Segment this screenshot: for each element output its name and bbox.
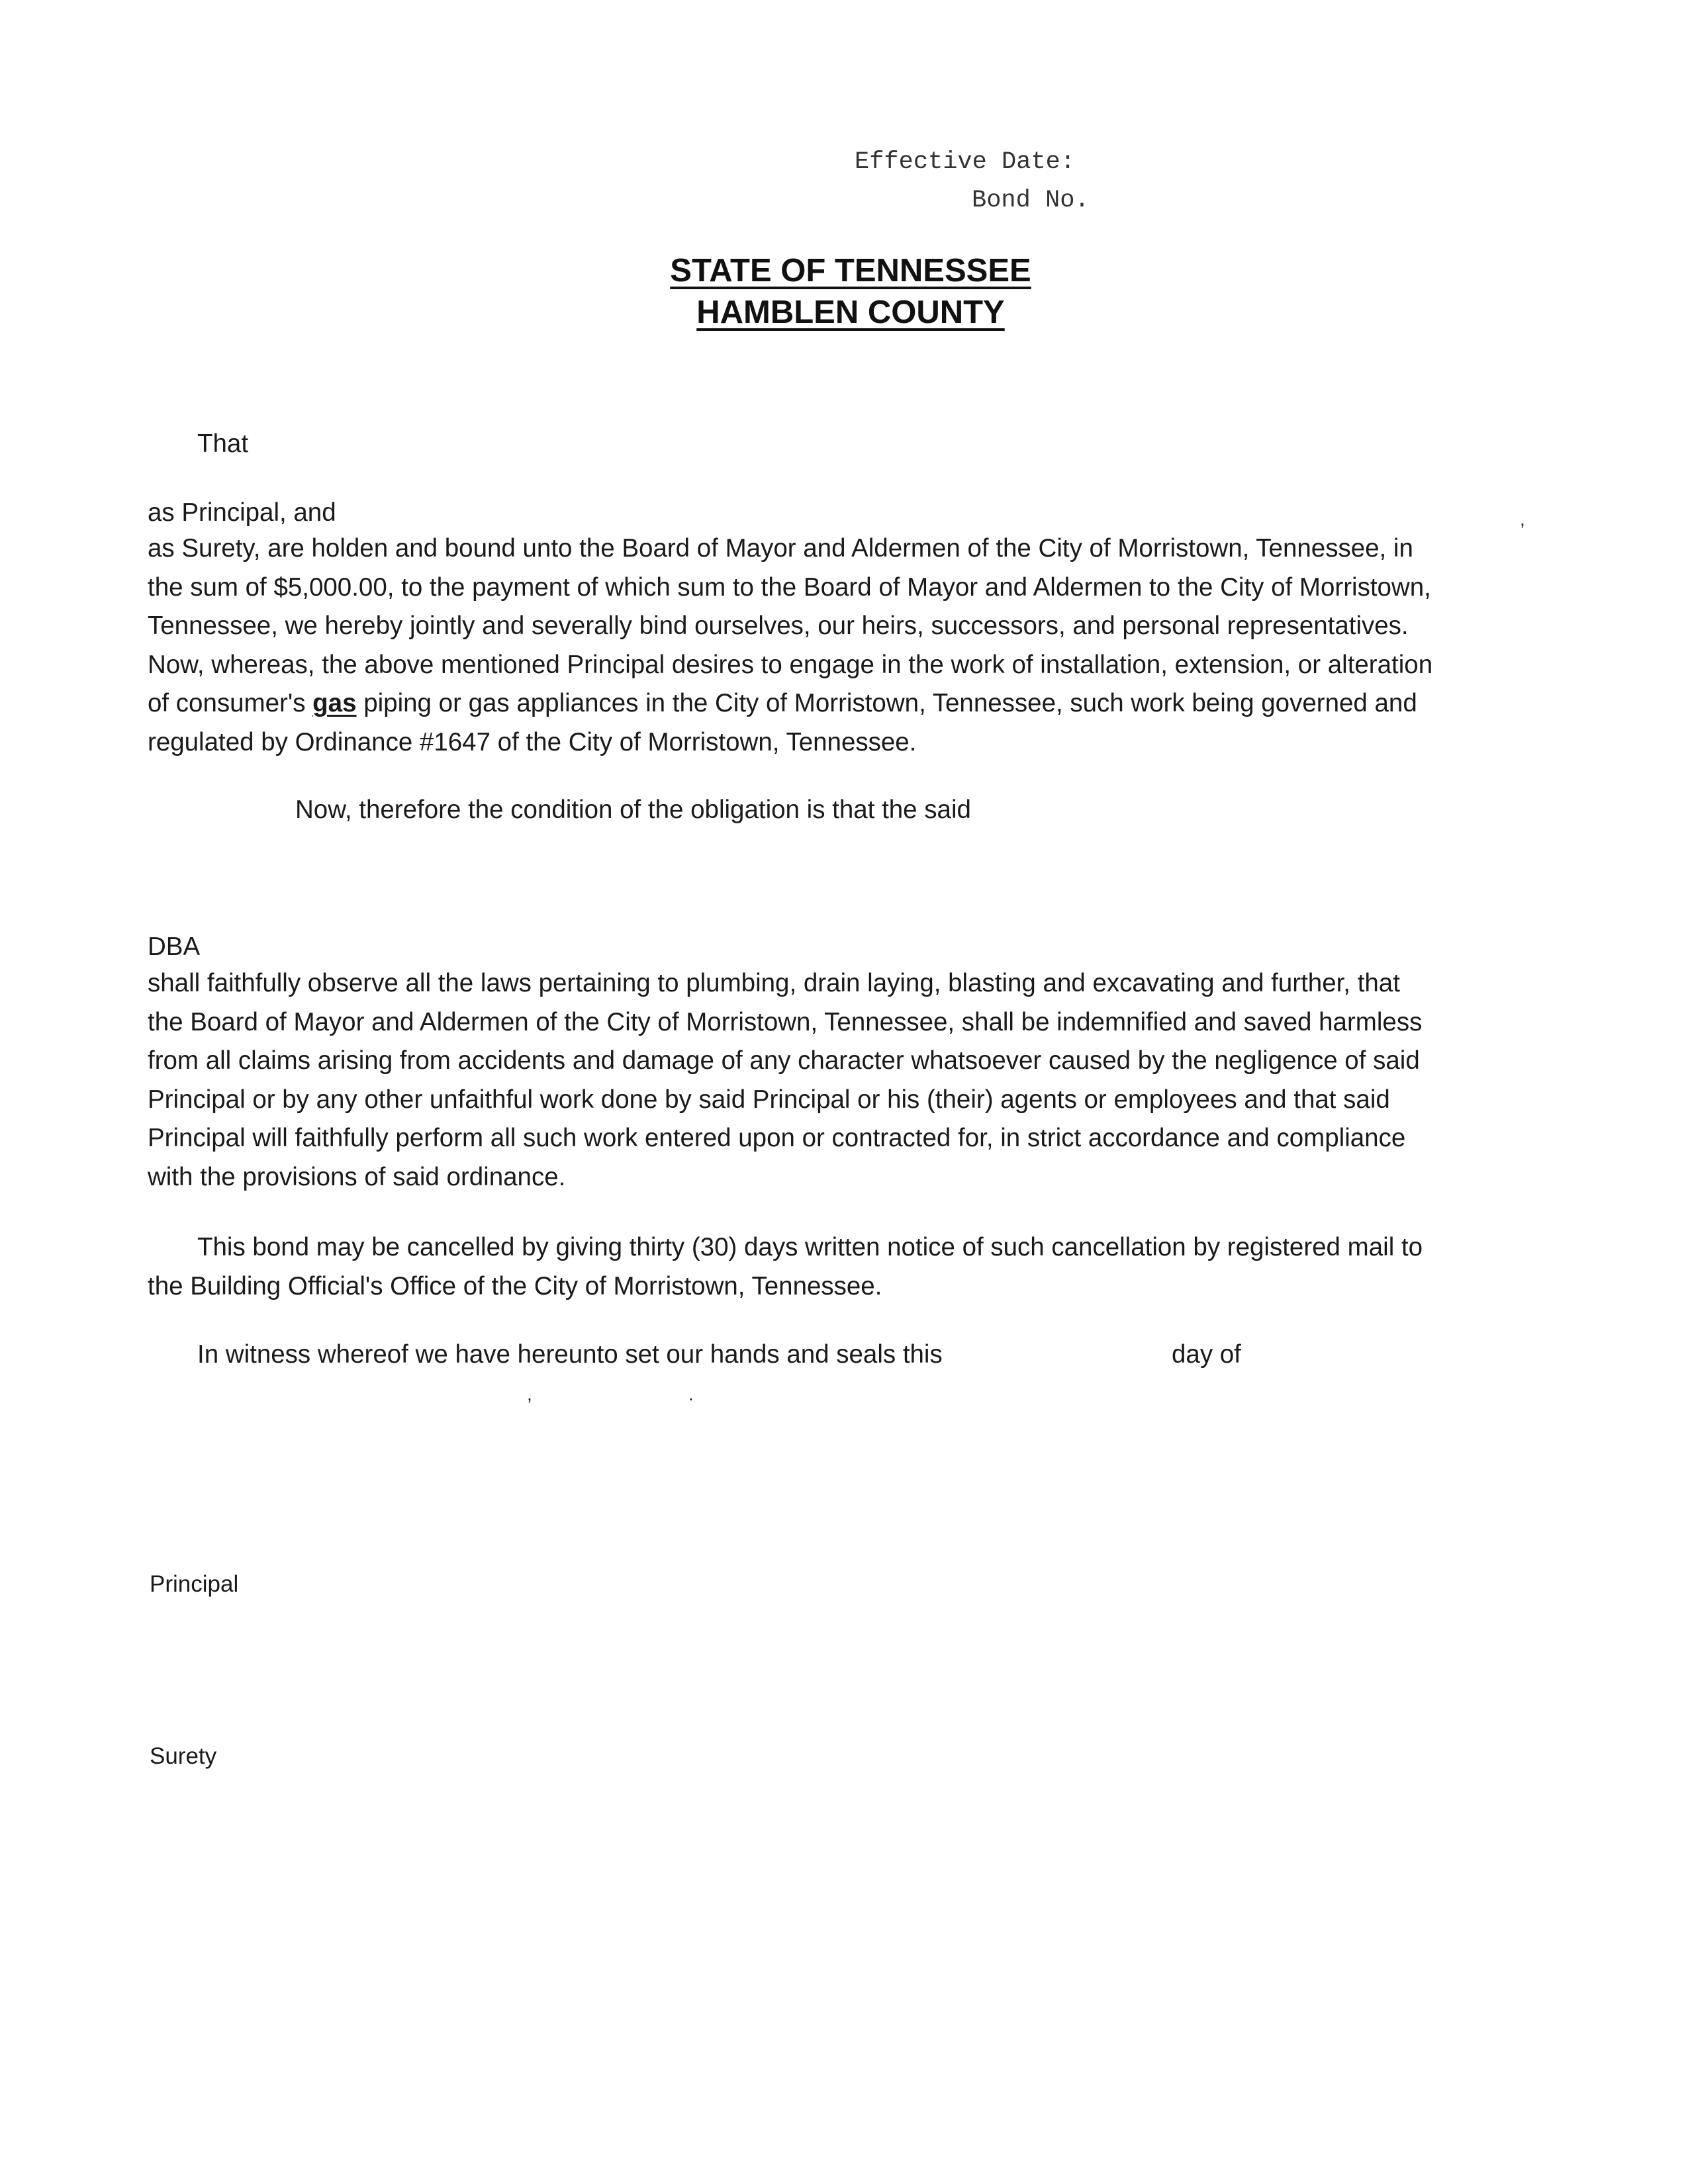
principal-signature-label: Principal — [150, 1571, 239, 1597]
surety-signature-label: Surety — [150, 1743, 217, 1769]
paragraph-line: as Surety, are holden and bound unto the Board of Mayor and Aldermen of the City of Morristown, Tennessee, in — [148, 534, 1413, 563]
conditions-paragraph — [148, 964, 1524, 1197]
surety-comma-mark: , — [1520, 509, 1525, 529]
paragraph-line: with the provisions of said ordinance. — [148, 1162, 566, 1191]
cancellation-paragraph — [148, 1228, 1524, 1306]
witness-statement: In witness whereof we have hereunto set our hands and seals this — [197, 1340, 943, 1369]
that-label: That — [197, 430, 249, 458]
as-principal-label: as Principal, and — [148, 498, 336, 527]
paragraph-line: regulated by Ordinance #1647 of the City of Morristown, Tennessee. — [148, 727, 917, 756]
bond-obligation-paragraph — [148, 529, 1524, 762]
effective-date-label: Effective Date: — [855, 148, 1076, 176]
condition-statement: Now, therefore the condition of the obligation is that the said — [295, 796, 971, 824]
paragraph-line: Principal or by any other unfaithful work done by said Principal or his (their) agents or employees and that said — [148, 1085, 1390, 1114]
paragraph-line: the Board of Mayor and Aldermen of the City of Morristown, Tennessee, shall be indemnified and saved harmless — [148, 1007, 1423, 1036]
date-comma-mark: , — [527, 1384, 532, 1404]
paragraph-line: shall faithfully observe all the laws pertaining to plumbing, drain laying, blasting and excavating and further, that — [148, 969, 1400, 997]
paragraph-line: This bond may be cancelled by giving thirty (30) days written notice of such cancellation by registered mail to — [197, 1233, 1423, 1261]
document-title-state: STATE OF TENNESSEE — [670, 253, 1031, 289]
paragraph-line: Principal will faithfully perform all such work entered upon or contracted for, in strict accordance and compliance — [148, 1124, 1406, 1152]
document-title-county: HAMBLEN COUNTY — [696, 295, 1005, 330]
paragraph-line: Tennessee, we hereby jointly and severally bind ourselves, our heirs, successors, and personal representatives. — [148, 612, 1409, 640]
paragraph-line: the Building Official's Office of the City of Morristown, Tennessee. — [148, 1271, 882, 1300]
paragraph-line: from all claims arising from accidents and damage of any character whatsoever caused by the negligence of said — [148, 1046, 1420, 1075]
paragraph-line-gas — [148, 684, 1524, 723]
gas-emphasis: gas — [312, 689, 357, 717]
paragraph-line: the sum of $5,000.00, to the payment of which sum to the Board of Mayor and Aldermen to the City of Morristown, — [148, 572, 1431, 602]
gas-line-suffix: piping or gas appliances in the City of Morristown, Tennessee, such work being governed and — [363, 689, 1417, 717]
bond-number-label: Bond No. — [972, 187, 1090, 214]
gas-line-prefix: of consumer's — [148, 689, 306, 717]
paragraph-line: Now, whereas, the above mentioned Principal desires to engage in the work of installation, extension, or alteration — [148, 650, 1433, 679]
day-of-label: day of — [1172, 1340, 1241, 1369]
date-period-mark: . — [688, 1384, 694, 1404]
dba-label: DBA — [148, 933, 201, 961]
